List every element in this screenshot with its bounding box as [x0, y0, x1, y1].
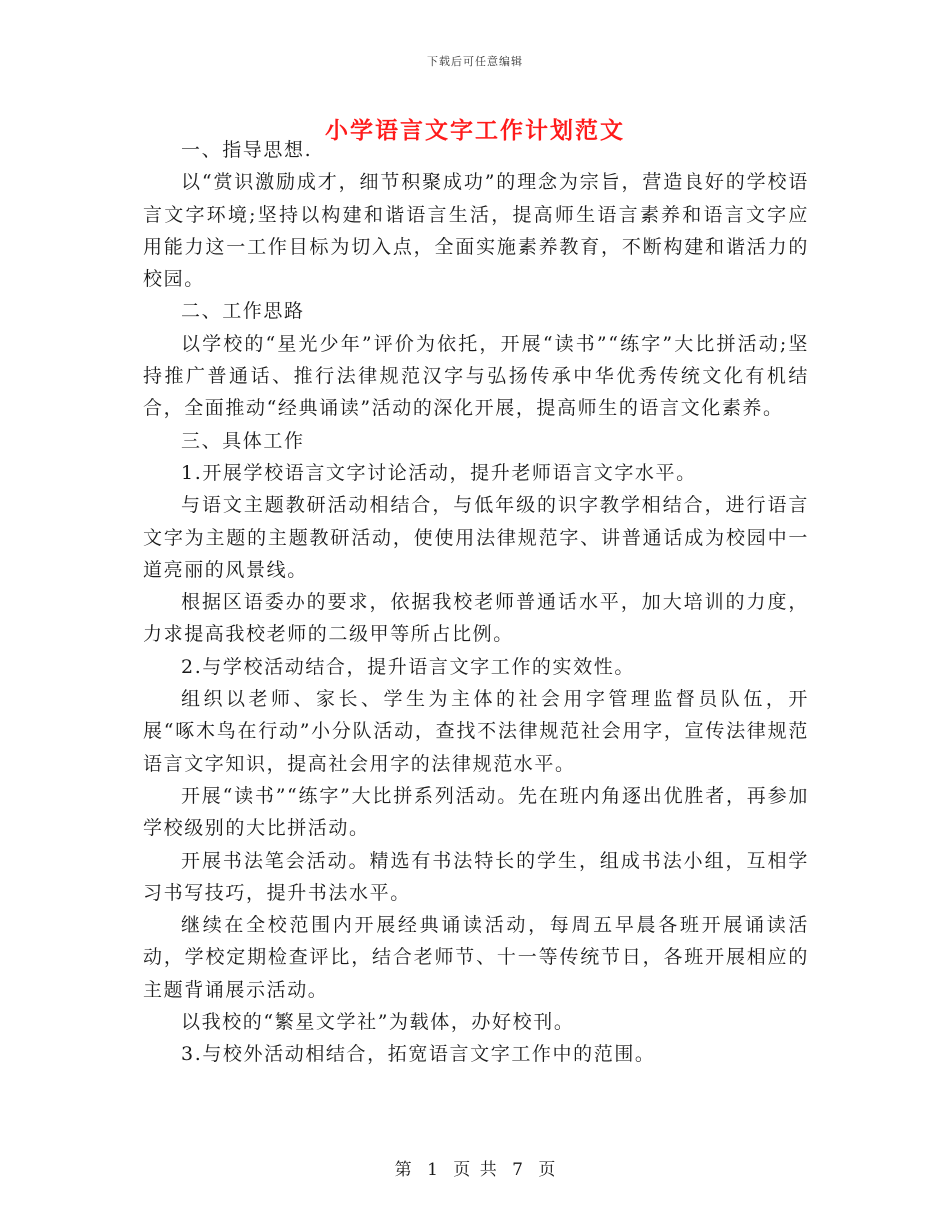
paragraph: 组织以老师、家长、学生为主体的社会用字管理监督员队伍，开展“啄木鸟在行动”小分队活动，查找不法律规范社会用字，宣传法律规范语言文字知识，提高社会用字的法律规范水平。: [143, 688, 809, 775]
footer-suffix: 页: [538, 1160, 556, 1180]
paragraph: 三、具体工作: [181, 429, 305, 452]
footer-middle: 页 共: [453, 1160, 497, 1180]
current-page-number: 1: [427, 1160, 438, 1180]
paragraph: 继续在全校范围内开展经典诵读活动，每周五早晨各班开展诵读活动，学校定期检查评比，结合老师节、十一等传统节日，各班开展相应的主题背诵展示活动。: [143, 914, 809, 1001]
paragraph: 以我校的“繁星文学社”为载体，办好校刊。: [181, 1011, 575, 1034]
total-page-count: 7: [512, 1160, 523, 1180]
paragraph: 一、指导思想.: [181, 139, 313, 161]
footer-prefix: 第: [394, 1160, 412, 1180]
page-footer: [0, 1155, 950, 1180]
paragraph: 二、工作思路: [181, 300, 305, 323]
document-title: 小学语言文字工作计划范文: [325, 117, 625, 144]
paragraph: 根据区语委办的要求，依据我校老师普通话水平，加大培训的力度，力求提高我校老师的二级甲等所占比例。: [143, 591, 809, 646]
paragraph: 以学校的“星光少年”评价为依托，开展“读书”“练字”大比拼活动;坚持推广普通话、推行法律规范汉字与弘扬传承中华优秀传统文化有机结合，全面推动“经典诵读”活动的深化开展，提高师生的语言文化素养。: [143, 332, 809, 420]
paragraph: 以“赏识激励成才，细节积聚成功”的理念为宗旨，营造良好的学校语言文字环境;坚持以构建和谐语言生活，提高师生语言素养和语言文字应用能力这一工作目标为切入点，全面实施素养教育，不断构建和谐活力的校园。: [143, 171, 809, 291]
paragraph: 2.与学校活动结合，提升语言文字工作的实效性。: [181, 655, 635, 678]
paragraph: 开展“读书”“练字”大比拼系列活动。先在班内角逐出优胜者，再参加学校级别的大比拼活动。: [143, 784, 809, 840]
paragraph: 3.与校外活动相结合，拓宽语言文字工作中的范围。: [181, 1043, 656, 1066]
paragraph: 开展书法笔会活动。精选有书法特长的学生，组成书法小组，互相学习书写技巧，提升书法水平。: [143, 849, 809, 904]
paragraph: 1.开展学校语言文字讨论活动，提升老师语言文字水平。: [181, 461, 697, 484]
document-body: [143, 134, 809, 1071]
paragraph: 与语文主题教研活动相结合，与低年级的识字教学相结合，进行语言文字为主题的主题教研活动，使使用法律规范字、讲普通话成为校园中一道亮丽的风景线。: [143, 494, 809, 581]
header-note: 下载后可任意编辑: [427, 55, 523, 68]
